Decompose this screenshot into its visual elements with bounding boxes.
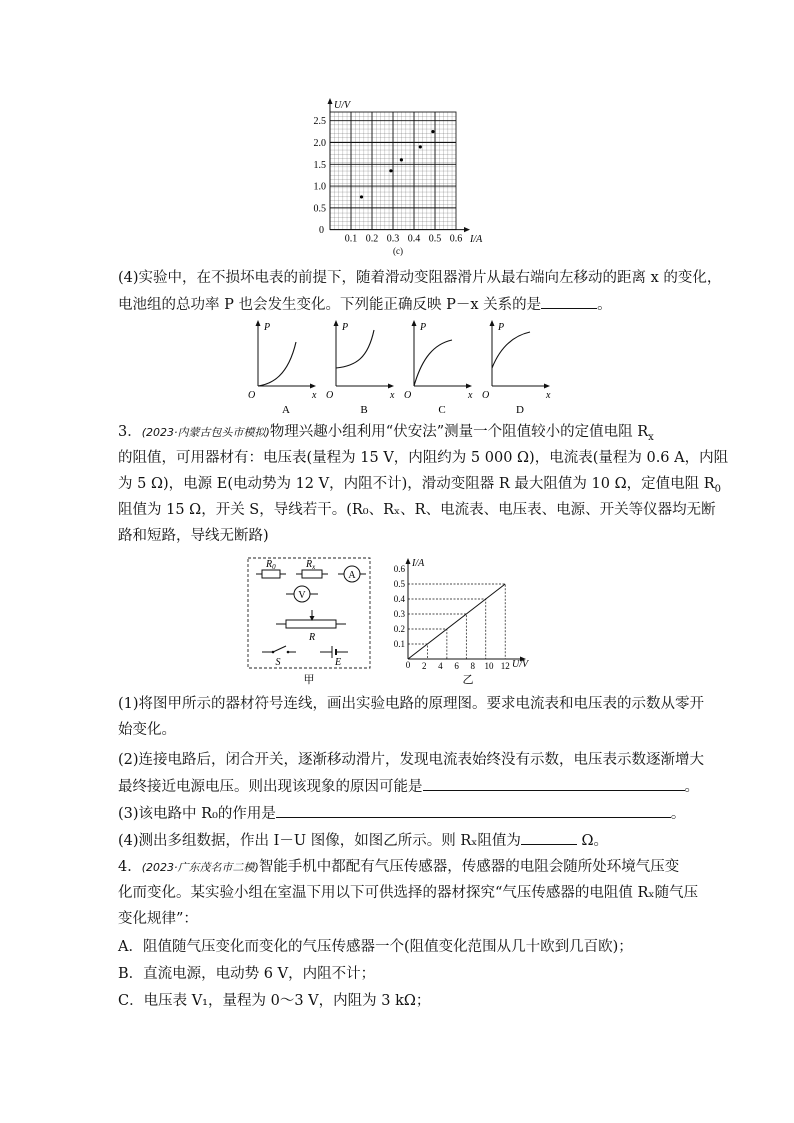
- x-tick-label: 0.5: [428, 233, 442, 245]
- q3-sub2-line2: [118, 776, 699, 797]
- figure-c-origin-label: 0: [319, 225, 324, 236]
- q4-number: 4．: [118, 859, 142, 875]
- option-graph-b: [326, 320, 395, 414]
- option-graph-c: [404, 320, 473, 414]
- figure-yi-y-axis-label: I/A: [412, 558, 425, 569]
- x-tick-label: 8: [470, 661, 476, 671]
- q3-sub4-text: (4)测出多组数据，作出 I－U 图像，如图乙所示。则 Rₓ阻值为: [118, 833, 521, 849]
- rx-resistor-symbol: [296, 559, 328, 578]
- axis-x-label: x: [546, 390, 551, 401]
- figure-yi-label: 乙: [462, 674, 474, 686]
- q3-line3-sub: 0: [714, 483, 721, 495]
- data-point: [389, 169, 392, 172]
- figure-yi-origin-label: 0: [405, 660, 411, 670]
- p-x-curve: [336, 330, 374, 368]
- figure-yi-chart: [380, 556, 530, 686]
- option-label: B: [360, 404, 368, 414]
- q4-line3: 变化规律”：: [118, 911, 198, 927]
- option-label: D: [516, 404, 524, 414]
- q3-sub3: [118, 803, 685, 824]
- p-x-curve: [258, 342, 296, 386]
- q4-option-c: C．电压表 V₁，量程为 0～3 V，内阻为 3 kΩ；: [118, 993, 431, 1009]
- q3-sub3-end: 。: [670, 806, 686, 822]
- option-label: C: [438, 404, 446, 414]
- q3-line4: 阻值为 15 Ω，开关 S，导线若干。(R₀、Rₓ、R、电流表、电压表、电源、开关等仪器均无断: [118, 502, 716, 518]
- q3-sub2-end: 。: [684, 779, 699, 795]
- svg-text:E: E: [334, 657, 342, 668]
- y-tick-label: 1.5: [313, 159, 326, 171]
- y-tick-label: 0.6: [393, 564, 405, 574]
- q3-sub4-answer-blank[interactable]: [521, 830, 577, 845]
- origin-label: O: [404, 390, 412, 401]
- axis-x-label: x: [390, 390, 395, 401]
- svg-text:V: V: [298, 590, 306, 601]
- y-tick-label: 0.3: [393, 609, 405, 619]
- axis-p-label: P: [420, 322, 427, 333]
- y-tick-label: 0.5: [313, 203, 326, 215]
- x-tick-label: 4: [438, 661, 443, 671]
- figure-c-y-axis-label: U/V: [334, 100, 351, 111]
- x-tick-label: 0.4: [407, 233, 421, 245]
- figure-c-caption: (c): [393, 246, 403, 256]
- y-tick-label: 1.0: [313, 181, 326, 193]
- axis-p-label: P: [342, 322, 349, 333]
- ammeter-icon: [338, 566, 366, 582]
- svg-text:A: A: [348, 570, 356, 581]
- q3-source: (2023·内蒙古包头市模拟): [141, 426, 270, 439]
- q3-line2: 的阻值，可用器材有：电压表(量程为 15 V，内阻约为 5 000 Ω)，电流表(量程为 0.6 A，内阻: [118, 450, 729, 466]
- q2-4-text-line2-main: 电池组的总功率 P 也会发生变化。下列能正确反映 P－x 关系的是: [118, 297, 542, 313]
- x-tick-label: 0.2: [365, 233, 379, 245]
- origin-label: O: [326, 390, 334, 401]
- i-u-line: [408, 584, 505, 659]
- rheostat-symbol: [276, 610, 346, 643]
- q4-line1-text: 智能手机中都配有气压传感器，传感器的电阻会随所处环境气压变: [258, 859, 680, 875]
- figure-c-chart: [300, 96, 500, 258]
- axis-x-label: x: [312, 390, 317, 401]
- svg-text:R0: $R_0$: [266, 559, 276, 571]
- figure-yi-x-axis-label: U/V: [512, 659, 529, 670]
- voltmeter-icon: [286, 586, 318, 602]
- q3-sub1-line2: 始变化。: [118, 722, 176, 738]
- q2-4-answer-blank[interactable]: [541, 294, 597, 309]
- q4-line1: [118, 857, 679, 878]
- y-tick-label: 2.5: [313, 116, 326, 128]
- q4-line2: 化而变化。某实验小组在室温下用以下可供选择的器材探究“气压传感器的电阻值 Rₓ随气压: [118, 885, 699, 901]
- q2-4-text-line1: (4)实验中，在不损坏电表的前提下，随着滑动变阻器滑片从最右端向左移动的距离 x 的变化，: [118, 270, 722, 286]
- origin-label: O: [482, 390, 490, 401]
- svg-text:Rx: $R_x$: [306, 559, 316, 571]
- p-x-curve: [414, 340, 452, 386]
- data-point: [400, 158, 403, 161]
- y-tick-label: 2.0: [313, 137, 326, 149]
- q4-option-b: B．直流电源，电动势 6 V，内阻不计；: [118, 966, 376, 982]
- data-point: [431, 130, 434, 133]
- data-point: [360, 195, 363, 198]
- q3-line5: 路和短路，导线无断路): [118, 528, 269, 544]
- y-tick-label: 0.4: [393, 594, 405, 604]
- origin-label: O: [248, 390, 256, 401]
- svg-text:S: S: [275, 657, 281, 668]
- x-tick-label: 12: [500, 661, 510, 671]
- axis-p-label: P: [498, 322, 505, 333]
- q4-source: (2023·广东茂名市二模): [141, 861, 259, 874]
- q3-sub3-answer-blank[interactable]: [276, 803, 671, 818]
- q3-sub4-end: Ω。: [576, 833, 609, 849]
- x-tick-label: 0.3: [386, 233, 400, 245]
- x-tick-label: 2: [421, 661, 427, 671]
- q3-sub2-text: 最终接近电源电压。则出现该现象的原因可能是: [118, 779, 423, 795]
- q3-sub2-line1: (2)连接电路后，闭合开关，逐渐移动滑片，发现电流表始终没有示数，电压表示数逐渐增大: [118, 752, 705, 768]
- y-tick-label: 0.1: [393, 639, 405, 649]
- q3-line3-text: 为 5 Ω)，电源 E(电动势为 12 V，内阻不计)，滑动变阻器 R 最大阻值为 10 Ω，定值电阻 R: [118, 476, 715, 492]
- p-x-curve: [492, 332, 530, 368]
- x-tick-label: 6: [454, 661, 459, 671]
- y-tick-label: 0.2: [393, 624, 405, 634]
- x-tick-label: 0.6: [449, 233, 463, 245]
- q3-line1-sub: x: [648, 431, 654, 443]
- q3-sub4: [118, 830, 608, 851]
- axis-p-label: P: [264, 322, 271, 333]
- x-tick-label: 0.1: [344, 233, 358, 245]
- data-point: [419, 145, 422, 148]
- figure-c-x-axis-label: I/A: [470, 234, 483, 245]
- x-tick-label: 10: [484, 661, 494, 671]
- switch-symbol: [262, 646, 296, 668]
- battery-symbol: [320, 646, 348, 668]
- q3-sub3-text: (3)该电路中 R₀的作用是: [118, 806, 276, 822]
- axis-x-label: x: [468, 390, 473, 401]
- r0-resistor-symbol: [256, 559, 286, 578]
- q3-sub2-answer-blank[interactable]: [423, 776, 685, 791]
- q3-sub1-line1: (1)将图甲所示的器材符号连线，画出实验电路的原理图。要求电流表和电压表的示数从零开: [118, 696, 705, 712]
- figure-jia-label: 甲: [303, 674, 315, 686]
- q4-option-a: A．阻值随气压变化而变化的气压传感器一个(阻值变化范围从几十欧到几百欧)；: [118, 939, 633, 955]
- q3-number: 3．: [118, 424, 142, 440]
- q2-4-text-line2: [118, 294, 612, 315]
- q3-line1-text: 物理兴趣小组利用“伏安法”测量一个阻值较小的定值电阻 R: [269, 424, 649, 440]
- q2-4-option-graphs: [246, 318, 556, 414]
- figure-jia-components: [246, 556, 372, 686]
- svg-text:R: R: [308, 632, 316, 643]
- q3-line1: [118, 422, 654, 448]
- q2-4-end-mark: 。: [597, 297, 612, 313]
- option-graph-d: [482, 320, 551, 414]
- q3-line3: [118, 474, 721, 500]
- option-graph-a: [248, 320, 317, 414]
- option-label: A: [282, 404, 290, 414]
- y-tick-label: 0.5: [393, 579, 405, 589]
